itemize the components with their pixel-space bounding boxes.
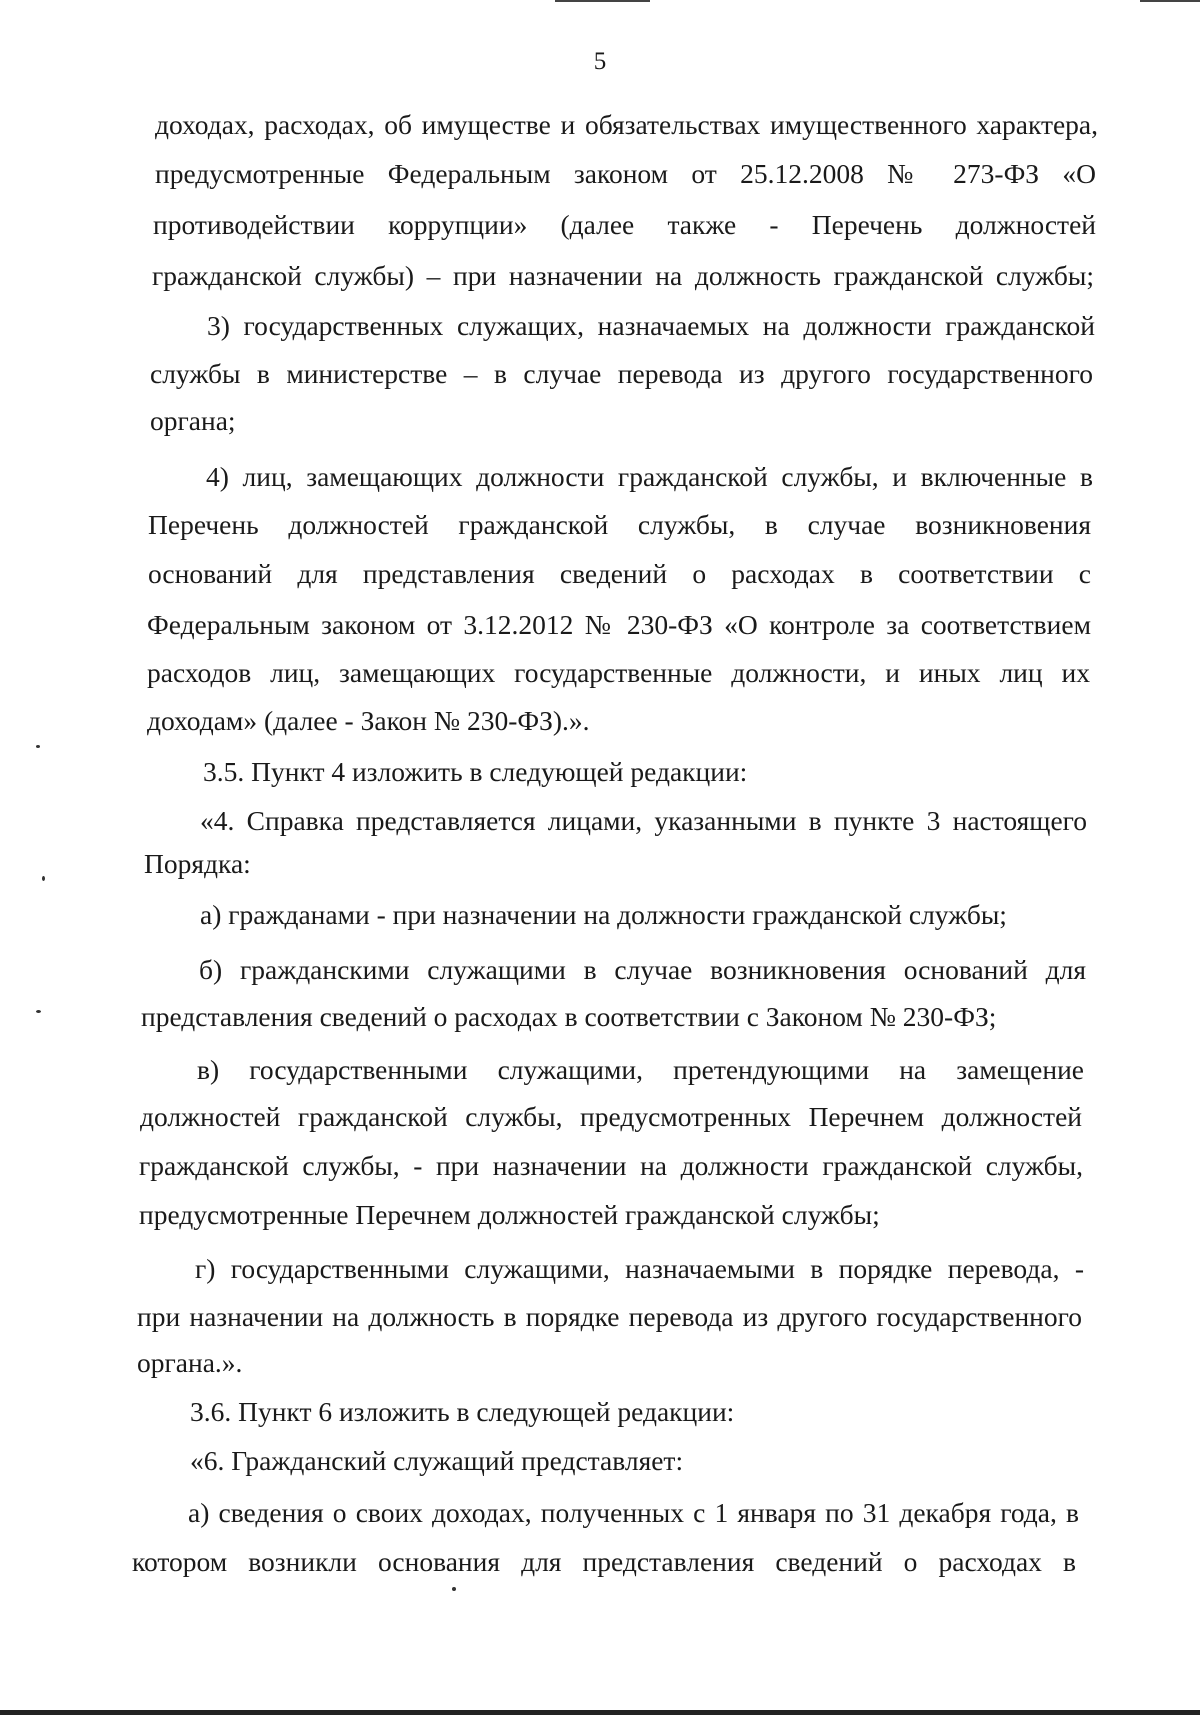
text-line: г) государственными служащими, назначаемыми в порядке перевода, - <box>195 1253 1084 1284</box>
text-line: 3.5. Пункт 4 изложить в следующей редакции: <box>203 756 748 787</box>
text-line: оснований для представления сведений о расходах в соответствии с <box>148 558 1091 589</box>
text-line: расходов лиц, замещающих государственные должности, и иных лиц их <box>147 657 1090 688</box>
text-line: 3) государственных служащих, назначаемых на должности гражданской <box>207 310 1095 341</box>
text-line: «6. Гражданский служащий представляет: <box>190 1445 684 1476</box>
text-line: котором возникли основания для представления сведений о расходах в <box>132 1546 1076 1577</box>
text-line: «4. Справка представляется лицами, указанными в пункте 3 настоящего <box>200 805 1087 836</box>
text-line: Порядка: <box>144 848 251 879</box>
scan-speck <box>452 1587 456 1591</box>
text-line: при назначении на должность в порядке перевода из другого государственного <box>137 1301 1082 1332</box>
text-line: 4) лиц, замещающих должности гражданской службы, и включенные в <box>206 461 1093 492</box>
scan-speck <box>36 745 40 748</box>
text-line: доходах, расходах, об имуществе и обязательствах имущественного характера, <box>155 109 1098 140</box>
text-line: 3.6. Пункт 6 изложить в следующей редакции: <box>190 1396 735 1427</box>
text-line: гражданской службы) – при назначении на должность гражданской службы; <box>152 260 1094 291</box>
text-line: доходам» (далее - Закон № 230-ФЗ).». <box>147 705 590 736</box>
page-number: 5 <box>593 48 607 75</box>
text-line: Перечень должностей гражданской службы, в случае возникновения <box>148 509 1091 540</box>
text-line: в) государственными служащими, претендующими на замещение <box>197 1054 1084 1085</box>
text-line: органа.». <box>137 1347 243 1378</box>
text-line: Федеральным законом от 3.12.2012 № 230-ФЗ «О контроле за соответствием <box>147 609 1091 640</box>
scan-speck <box>42 876 45 881</box>
scan-speck <box>36 1010 41 1013</box>
text-line: предусмотренные Федеральным законом от 25.12.2008 № 273-ФЗ «О <box>155 158 1096 189</box>
text-line: представления сведений о расходах в соответствии с Законом № 230-ФЗ; <box>141 1001 997 1032</box>
text-line: противодействии коррупции» (далее также - Перечень должностей <box>153 209 1096 240</box>
text-line: должностей гражданской службы, предусмотренных Перечнем должностей <box>140 1101 1082 1132</box>
text-line: б) гражданскими служащими в случае возникновения оснований для <box>199 954 1086 985</box>
text-line: а) сведения о своих доходах, полученных с 1 января по 31 декабря года, в <box>188 1497 1079 1528</box>
scan-edge-mark <box>1140 0 1200 2</box>
text-line: органа; <box>150 405 236 436</box>
text-line: а) гражданами - при назначении на должности гражданской службы; <box>200 899 1007 930</box>
text-line: предусмотренные Перечнем должностей гражданской службы; <box>139 1199 880 1230</box>
text-line: службы в министерстве – в случае перевода из другого государственного <box>150 358 1093 389</box>
text-line: гражданской службы, - при назначении на должности гражданской службы, <box>139 1150 1083 1181</box>
scan-edge-mark <box>555 0 650 2</box>
scan-bottom-edge <box>0 1710 1200 1715</box>
